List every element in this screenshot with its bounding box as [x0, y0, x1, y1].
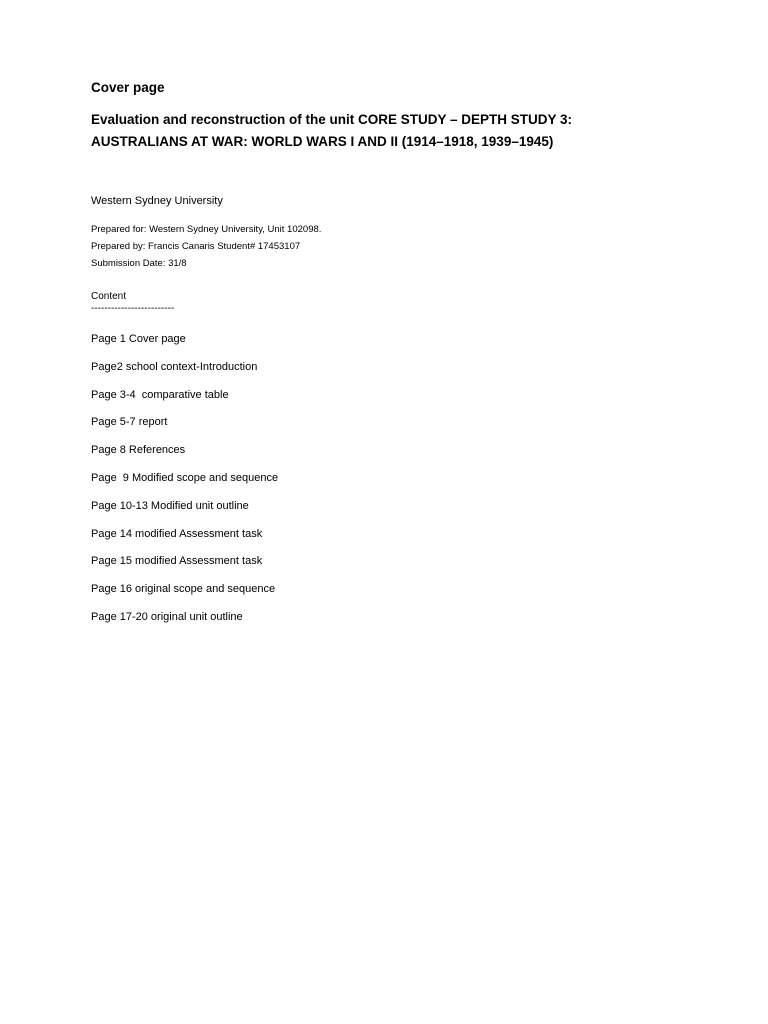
- content-divider: -------------------------: [91, 303, 175, 314]
- university-name: Western Sydney University: [91, 195, 223, 207]
- toc-item: Page 1 Cover page: [91, 333, 186, 345]
- document-page: [91, 78, 691, 638]
- submission-details: [91, 221, 691, 272]
- submission-date: Submission Date: 31/8: [91, 258, 187, 269]
- toc-item: Page2 school context-Introduction: [91, 360, 258, 373]
- prepared-by: Prepared by: Francis Canaris Student# 17453107: [91, 241, 301, 252]
- toc-item: Page 14 modified Assessment task: [91, 527, 263, 540]
- title-line-2: AUSTRALIANS AT WAR: WORLD WARS I AND II (1914–1918, 1939–1945): [91, 134, 554, 149]
- cover-heading: Cover page: [91, 80, 165, 95]
- toc-item: Page 9 Modified scope and sequence: [91, 471, 279, 484]
- prepared-for: Prepared for: Western Sydney University, Unit 102098.: [91, 224, 322, 235]
- table-of-contents: [91, 332, 691, 624]
- toc-item: Page 3-4 comparative table: [91, 388, 229, 401]
- document-title: [91, 109, 691, 153]
- toc-item: Page 8 References: [91, 444, 186, 457]
- toc-item: Page 17-20 original unit outline: [91, 610, 243, 623]
- content-label: Content: [91, 291, 127, 302]
- toc-item: Page 5-7 report: [91, 416, 168, 429]
- toc-item: Page 16 original scope and sequence: [91, 583, 276, 596]
- toc-item: Page 10-13 Modified unit outline: [91, 499, 249, 512]
- title-line-1: Evaluation and reconstruction of the unit CORE STUDY – DEPTH STUDY 3:: [91, 112, 573, 127]
- toc-item: Page 15 modified Assessment task: [91, 555, 263, 568]
